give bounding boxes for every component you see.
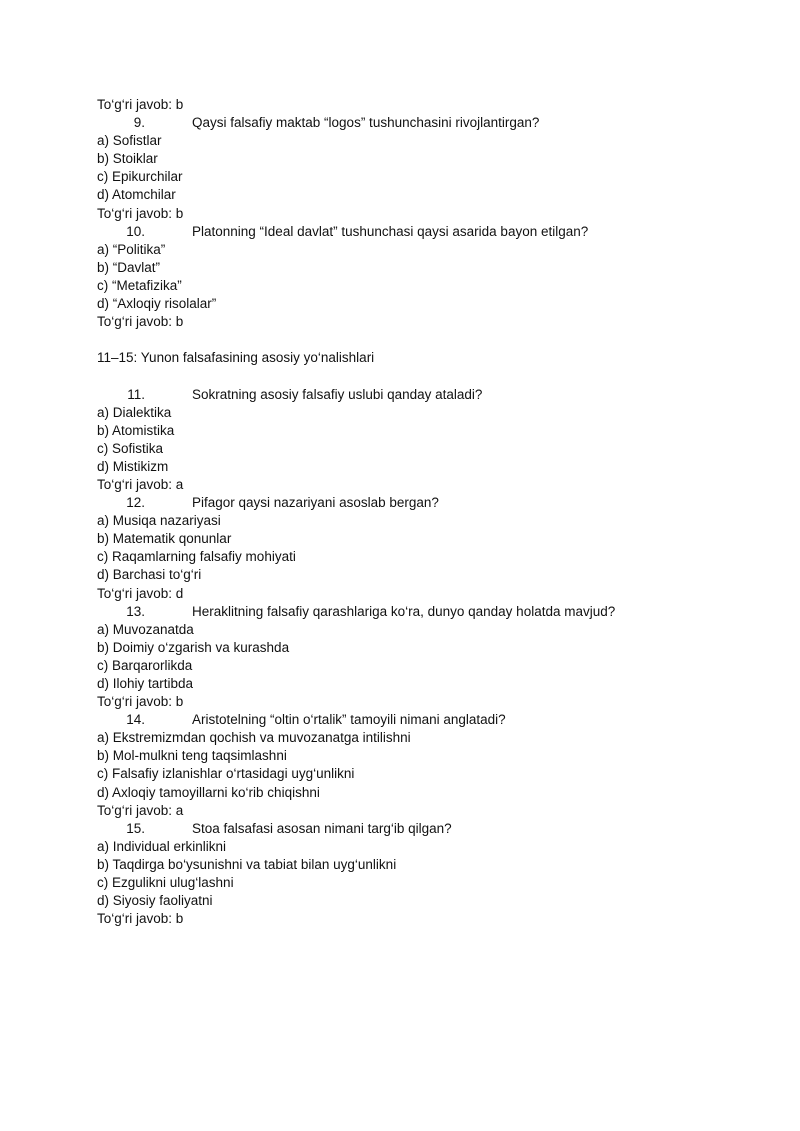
answer-option: c) Sofistika <box>97 440 164 456</box>
answer-option: a) Dialektika <box>97 404 172 420</box>
question-number: 14. <box>126 712 145 728</box>
answer-option: a) Musiqa nazariyasi <box>97 513 221 529</box>
correct-answer: To‘g‘ri javob: b <box>97 205 184 221</box>
correct-answer: To‘g‘ri javob: b <box>97 911 184 927</box>
question-text: Pifagor qaysi nazariyani asoslab bergan? <box>192 495 439 511</box>
answer-option: b) Stoiklar <box>97 151 158 167</box>
question-row <box>97 494 777 512</box>
correct-answer: To‘g‘ri javob: b <box>97 314 184 330</box>
answer-option: b) Doimiy o‘zgarish va kurashda <box>97 639 290 655</box>
answer-option: b) Atomistika <box>97 422 175 438</box>
answer-option: a) Sofistlar <box>97 133 162 149</box>
answer-option: d) Siyosiy faoliyatni <box>97 893 213 909</box>
answer-option: d) Mistikizm <box>97 458 169 474</box>
answer-option: c) Barqarorlikda <box>97 657 193 673</box>
question-row <box>97 114 777 132</box>
question-number: 13. <box>126 603 145 619</box>
correct-answer: To‘g‘ri javob: b <box>97 694 184 710</box>
answer-option: d) “Axloqiy risolalar” <box>97 296 217 312</box>
question-text: Platonning “Ideal davlat” tushunchasi qaysi asarida bayon etilgan? <box>192 223 589 239</box>
answer-option: a) “Politika” <box>97 241 166 257</box>
question-text: Heraklitning falsafiy qarashlariga ko‘ra, dunyo qanday holatda mavjud? <box>192 603 616 619</box>
question-number: 12. <box>126 495 145 511</box>
question-number: 11. <box>127 386 145 402</box>
correct-answer: To‘g‘ri javob: a <box>97 802 184 818</box>
question-text: Aristotelning “oltin o‘rtalik” tamoyili nimani anglatadi? <box>192 712 506 728</box>
answer-option: b) Mol-mulkni teng taqsimlashni <box>97 748 287 764</box>
answer-option: b) “Davlat” <box>97 259 161 275</box>
question-text: Qaysi falsafiy maktab “logos” tushunchasini rivojlantirgan? <box>192 115 540 131</box>
answer-option: a) Ekstremizmdan qochish va muvozanatga intilishni <box>97 730 411 746</box>
answer-option: c) “Metafizika” <box>97 277 182 293</box>
question-number: 15. <box>126 820 145 836</box>
answer-option: a) Muvozanatda <box>97 621 194 637</box>
question-row <box>97 223 777 241</box>
answer-option: d) Ilohiy tartibda <box>97 676 194 691</box>
question-row <box>97 711 777 729</box>
correct-answer: To‘g‘ri javob: b <box>97 97 184 112</box>
answer-option: c) Falsafiy izlanishlar o‘rtasidagi uyg‘unlikni <box>97 766 355 782</box>
correct-answer: To‘g‘ri javob: a <box>97 476 184 492</box>
answer-option: d) Atomchilar <box>97 187 176 203</box>
answer-option: d) Axloqiy tamoyillarni ko‘rib chiqishni <box>97 784 320 800</box>
question-number: 10. <box>126 223 145 239</box>
document-page <box>97 96 777 928</box>
question-text: Stoa falsafasi asosan nimani targ‘ib qilgan? <box>192 820 452 836</box>
question-row <box>97 603 777 621</box>
answer-option: c) Raqamlarning falsafiy mohiyati <box>97 549 296 565</box>
answer-option: b) Taqdirga bo‘ysunishni va tabiat bilan uyg‘unlikni <box>97 856 397 872</box>
question-text: Sokratning asosiy falsafiy uslubi qanday ataladi? <box>192 386 483 402</box>
answer-option: d) Barchasi to‘g‘ri <box>97 567 202 583</box>
answer-option: c) Ezgulikni ulug‘lashni <box>97 875 234 891</box>
section-heading: 11–15: Yunon falsafasining asosiy yo‘nalishlari <box>97 350 375 366</box>
answer-option: a) Individual erkinlikni <box>97 838 227 854</box>
question-row <box>97 820 777 838</box>
answer-option: b) Matematik qonunlar <box>97 531 232 547</box>
question-row <box>97 386 777 404</box>
answer-option: c) Epikurchilar <box>97 169 183 185</box>
correct-answer: To‘g‘ri javob: d <box>97 585 184 601</box>
question-number: 9. <box>133 115 145 131</box>
